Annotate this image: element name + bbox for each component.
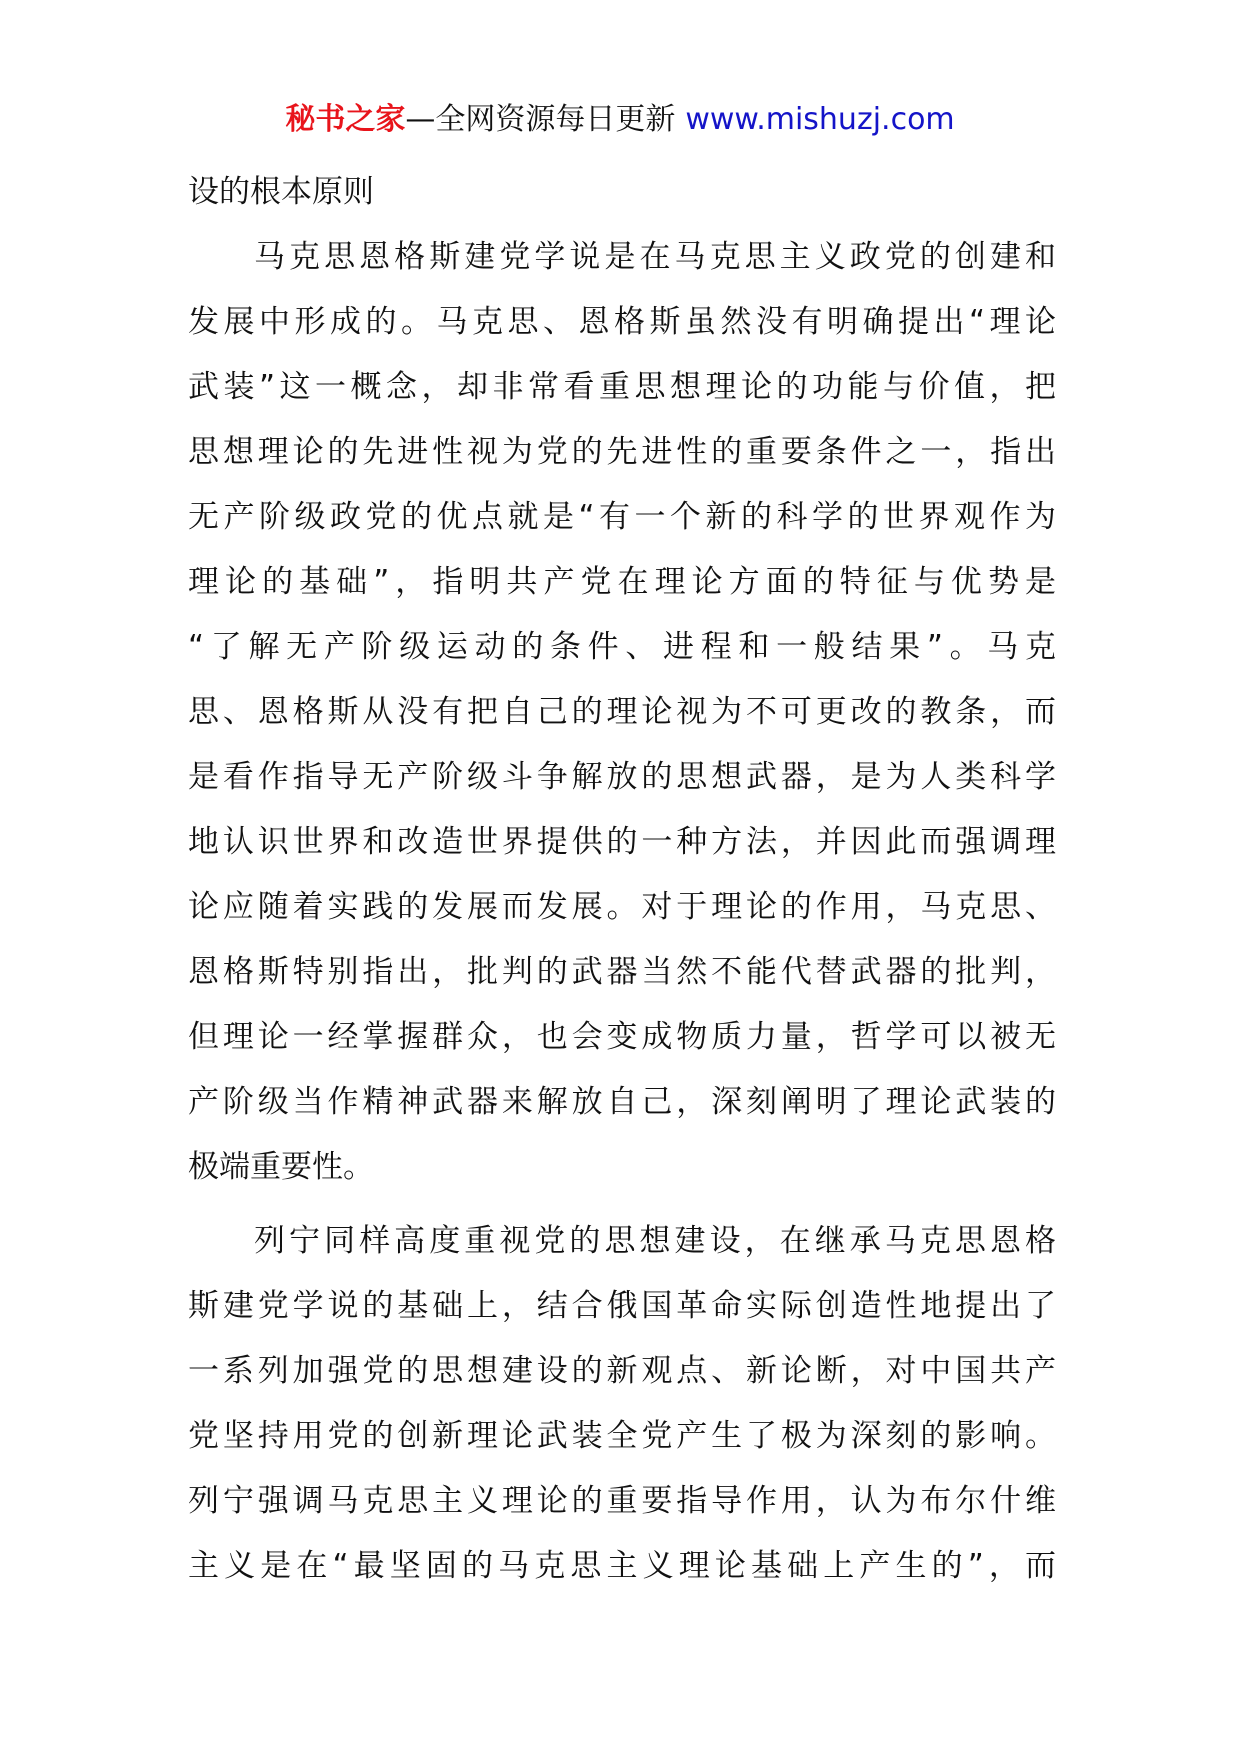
text-line: 思想理论的先进性视为党的先进性的重要条件之一，指出 <box>188 434 1056 470</box>
text-line: 斯建党学说的基础上，结合俄国革命实际创造性地提出了 <box>188 1288 1056 1324</box>
text-line: 但理论一经掌握群众，也会变成物质力量，哲学可以被无 <box>188 1019 1056 1055</box>
site-brand: 秘书之家 <box>285 102 406 137</box>
text-line: 设的根本原则 <box>188 174 374 210</box>
text-line: 无产阶级政党的优点就是“有一个新的科学的世界观作为 <box>188 499 1056 535</box>
text-line: 是看作指导无产阶级斗争解放的思想武器，是为人类科学 <box>188 759 1056 795</box>
text-line: 武装”这一概念，却非常看重思想理论的功能与价值，把 <box>188 369 1056 405</box>
paragraph-last-line: 极端重要性。 <box>188 1149 374 1185</box>
text-line: 思、恩格斯从没有把自己的理论视为不可更改的教条，而 <box>188 694 1056 730</box>
text-line: 一系列加强党的思想建设的新观点、新论断，对中国共产 <box>188 1353 1056 1389</box>
text-line: 发展中形成的。马克思、恩格斯虽然没有明确提出“理论 <box>188 304 1056 340</box>
text-line: 地认识世界和改造世界提供的一种方法，并因此而强调理 <box>188 824 1056 860</box>
site-url-link[interactable]: www.mishuzj.com <box>685 102 955 137</box>
text-line: 恩格斯特别指出，批判的武器当然不能代替武器的批判， <box>188 954 1056 990</box>
text-line: 理论的基础”，指明共产党在理论方面的特征与优势是 <box>188 564 1056 600</box>
text-line: 主义是在“最坚固的马克思主义理论基础上产生的”，而 <box>188 1548 1056 1584</box>
site-header <box>0 100 1240 140</box>
text-line: 党坚持用党的创新理论武装全党产生了极为深刻的影响。 <box>188 1418 1056 1454</box>
text-line: 列宁强调马克思主义理论的重要指导作用，认为布尔什维 <box>188 1483 1056 1519</box>
paragraph-first-line: 列宁同样高度重视党的思想建设，在继承马克思恩格 <box>254 1223 1056 1259</box>
text-line: “了解无产阶级运动的条件、进程和一般结果”。马克 <box>188 629 1056 665</box>
text-line: 论应随着实践的发展而发展。对于理论的作用，马克思、 <box>188 889 1056 925</box>
document-body <box>188 167 1056 1606</box>
paragraph-first-line: 马克思恩格斯建党学说是在马克思主义政党的创建和 <box>254 239 1056 275</box>
text-line: 产阶级当作精神武器来解放自己，深刻阐明了理论武装的 <box>188 1084 1056 1120</box>
site-tagline: —全网资源每日更新 <box>405 102 676 137</box>
